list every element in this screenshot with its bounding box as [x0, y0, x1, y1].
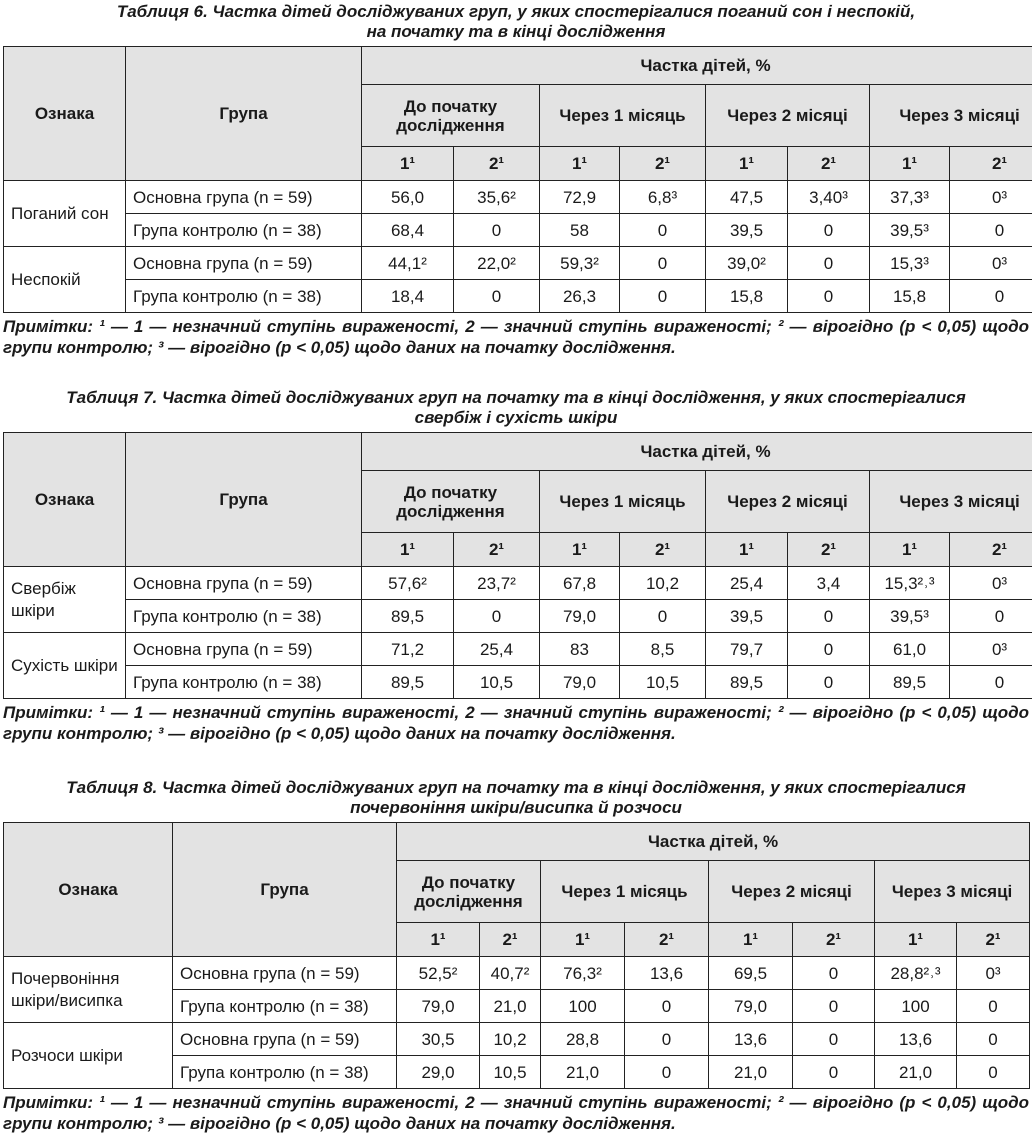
- header-sign: Ознака: [4, 823, 173, 957]
- header-degree-2: 2¹: [620, 533, 706, 567]
- value-cell: 0: [788, 280, 870, 313]
- table-8: [3, 822, 1030, 1089]
- value-cell: 21,0: [541, 1056, 625, 1089]
- header-period: Через 1 місяць: [540, 85, 706, 147]
- value-cell: 89,5: [362, 600, 454, 633]
- value-cell: 0: [454, 280, 540, 313]
- table-row: [4, 181, 1032, 214]
- value-cell: 29,0: [397, 1056, 480, 1089]
- table-row: [4, 600, 1032, 633]
- value-cell: 0: [793, 1023, 875, 1056]
- value-cell: 68,4: [362, 214, 454, 247]
- value-cell: 0: [620, 247, 706, 280]
- table-7-body: [4, 567, 1032, 699]
- value-cell: 3,40³: [788, 181, 870, 214]
- header-sign: Ознака: [4, 47, 126, 181]
- value-cell: 0: [625, 1056, 709, 1089]
- header-degree-1: 1¹: [362, 147, 454, 181]
- value-cell: 0: [620, 280, 706, 313]
- header-degree-1: 1¹: [540, 533, 620, 567]
- value-cell: 10,2: [620, 567, 706, 600]
- value-cell: 79,0: [540, 666, 620, 699]
- header-degree-2: 2¹: [788, 533, 870, 567]
- value-cell: 10,5: [480, 1056, 541, 1089]
- sign-label: Поганий сон: [4, 181, 126, 247]
- header-period: Через 3 місяці: [875, 861, 1030, 923]
- table-7: [3, 432, 1032, 699]
- sign-label: Свербіж шкіри: [4, 567, 126, 633]
- table-row: [4, 957, 1030, 990]
- group-label: Основна група (n = 59): [126, 567, 362, 600]
- table-6-block: [3, 2, 1029, 358]
- value-cell: 0: [957, 990, 1030, 1023]
- value-cell: 13,6: [875, 1023, 957, 1056]
- table-8-caption: Таблиця 8. Частка дітей досліджуваних груп на початку та в кінці дослідження, у яких спостерігалися почервоніння шкіри/висипка й розчоси: [3, 778, 1029, 818]
- value-cell: 23,7²: [454, 567, 540, 600]
- value-cell: 0: [793, 957, 875, 990]
- value-cell: 56,0: [362, 181, 454, 214]
- table-8-body: [4, 957, 1030, 1089]
- table-6: [3, 46, 1032, 313]
- group-label: Група контролю (n = 38): [126, 280, 362, 313]
- value-cell: 21,0: [709, 1056, 793, 1089]
- header-period: Через 3 місяці: [870, 85, 1032, 147]
- table-row: [4, 280, 1032, 313]
- header-degree-1: 1¹: [709, 923, 793, 957]
- header-period: Через 2 місяці: [706, 85, 870, 147]
- table-row: [4, 247, 1032, 280]
- value-cell: 40,7²: [480, 957, 541, 990]
- value-cell: 0: [950, 280, 1032, 313]
- value-cell: 76,3²: [541, 957, 625, 990]
- value-cell: 100: [875, 990, 957, 1023]
- value-cell: 59,3²: [540, 247, 620, 280]
- table-6-body: [4, 181, 1032, 313]
- value-cell: 79,0: [540, 600, 620, 633]
- header-group: Група: [173, 823, 397, 957]
- value-cell: 79,7: [706, 633, 788, 666]
- value-cell: 0³: [957, 957, 1030, 990]
- header-degree-2: 2¹: [950, 533, 1032, 567]
- value-cell: 39,5³: [870, 214, 950, 247]
- value-cell: 0: [788, 247, 870, 280]
- header-degree-2: 2¹: [480, 923, 541, 957]
- value-cell: 13,6: [709, 1023, 793, 1056]
- value-cell: 0: [793, 990, 875, 1023]
- header-degree-1: 1¹: [706, 533, 788, 567]
- table-row: [4, 567, 1032, 600]
- value-cell: 58: [540, 214, 620, 247]
- table-8-notes: Примітки: ¹ — 1 — незначний ступінь вираженості, 2 — значний ступінь вираженості; ² — вірогідно (р < 0,05) щодо групи контролю; ³ — вірогідно (р < 0,05) щодо даних на початку дослідження.: [3, 1092, 1029, 1134]
- header-degree-2: 2¹: [793, 923, 875, 957]
- table-6-notes: Примітки: ¹ — 1 — незначний ступінь вираженості, 2 — значний ступінь вираженості; ² — вірогідно (р < 0,05) щодо групи контролю; ³ — вірогідно (р < 0,05) щодо даних на початку дослідження.: [3, 316, 1029, 358]
- value-cell: 52,5²: [397, 957, 480, 990]
- value-cell: 0³: [950, 247, 1032, 280]
- group-label: Група контролю (n = 38): [173, 990, 397, 1023]
- header-share: Частка дітей, %: [362, 433, 1032, 471]
- header-degree-2: 2¹: [454, 147, 540, 181]
- header-group: Група: [126, 433, 362, 567]
- table-7-block: [3, 388, 1029, 744]
- value-cell: 0: [950, 214, 1032, 247]
- value-cell: 0: [788, 600, 870, 633]
- table-6-caption: Таблиця 6. Частка дітей досліджуваних груп, у яких спостерігалися поганий сон і неспокій, на початку та в кінці дослідження: [3, 2, 1029, 42]
- table-row: [4, 214, 1032, 247]
- value-cell: 10,5: [620, 666, 706, 699]
- value-cell: 0³: [950, 181, 1032, 214]
- header-period: Через 2 місяці: [709, 861, 875, 923]
- value-cell: 13,6: [625, 957, 709, 990]
- group-label: Група контролю (n = 38): [126, 666, 362, 699]
- value-cell: 0: [620, 214, 706, 247]
- value-cell: 0: [620, 600, 706, 633]
- header-degree-1: 1¹: [875, 923, 957, 957]
- table-7-caption: Таблиця 7. Частка дітей досліджуваних груп на початку та в кінці дослідження, у яких спостерігалися свербіж і сухість шкіри: [3, 388, 1029, 428]
- value-cell: 0: [950, 600, 1032, 633]
- value-cell: 67,8: [540, 567, 620, 600]
- value-cell: 0: [625, 990, 709, 1023]
- value-cell: 0: [625, 1023, 709, 1056]
- value-cell: 10,5: [454, 666, 540, 699]
- value-cell: 28,8: [541, 1023, 625, 1056]
- value-cell: 0: [454, 600, 540, 633]
- value-cell: 39,5: [706, 600, 788, 633]
- value-cell: 0: [957, 1056, 1030, 1089]
- header-period: До початку дослідження: [362, 471, 540, 533]
- header-period: До початку дослідження: [362, 85, 540, 147]
- header-degree-1: 1¹: [540, 147, 620, 181]
- value-cell: 8,5: [620, 633, 706, 666]
- value-cell: 0: [454, 214, 540, 247]
- value-cell: 39,5: [706, 214, 788, 247]
- header-degree-2: 2¹: [950, 147, 1032, 181]
- value-cell: 10,2: [480, 1023, 541, 1056]
- value-cell: 79,0: [709, 990, 793, 1023]
- value-cell: 0: [957, 1023, 1030, 1056]
- value-cell: 39,0²: [706, 247, 788, 280]
- value-cell: 39,5³: [870, 600, 950, 633]
- header-share: Частка дітей, %: [362, 47, 1032, 85]
- value-cell: 0: [793, 1056, 875, 1089]
- table-7-notes: Примітки: ¹ — 1 — незначний ступінь вираженості, 2 — значний ступінь вираженості; ² — вірогідно (р < 0,05) щодо групи контролю; ³ — вірогідно (р < 0,05) щодо даних на початку дослідження.: [3, 702, 1029, 744]
- value-cell: 15,3³: [870, 247, 950, 280]
- header-degree-1: 1¹: [397, 923, 480, 957]
- sign-label: Розчоси шкіри: [4, 1023, 173, 1089]
- value-cell: 69,5: [709, 957, 793, 990]
- value-cell: 89,5: [870, 666, 950, 699]
- value-cell: 15,8: [870, 280, 950, 313]
- value-cell: 89,5: [706, 666, 788, 699]
- value-cell: 44,1²: [362, 247, 454, 280]
- header-degree-2: 2¹: [957, 923, 1030, 957]
- value-cell: 0: [788, 633, 870, 666]
- header-period: Через 1 місяць: [540, 471, 706, 533]
- value-cell: 15,8: [706, 280, 788, 313]
- value-cell: 57,6²: [362, 567, 454, 600]
- header-degree-1: 1¹: [870, 533, 950, 567]
- group-label: Основна група (n = 59): [173, 957, 397, 990]
- value-cell: 35,6²: [454, 181, 540, 214]
- value-cell: 100: [541, 990, 625, 1023]
- value-cell: 37,3³: [870, 181, 950, 214]
- header-degree-2: 2¹: [625, 923, 709, 957]
- value-cell: 21,0: [875, 1056, 957, 1089]
- sign-label: Неспокій: [4, 247, 126, 313]
- value-cell: 6,8³: [620, 181, 706, 214]
- value-cell: 26,3: [540, 280, 620, 313]
- header-share: Частка дітей, %: [397, 823, 1030, 861]
- group-label: Основна група (n = 59): [126, 181, 362, 214]
- group-label: Основна група (n = 59): [126, 633, 362, 666]
- header-degree-2: 2¹: [620, 147, 706, 181]
- value-cell: 28,8²˒³: [875, 957, 957, 990]
- value-cell: 0: [788, 214, 870, 247]
- table-8-block: [3, 778, 1029, 1134]
- header-degree-1: 1¹: [870, 147, 950, 181]
- header-period: До початку дослідження: [397, 861, 541, 923]
- value-cell: 79,0: [397, 990, 480, 1023]
- group-label: Група контролю (n = 38): [173, 1056, 397, 1089]
- header-period: Через 1 місяць: [541, 861, 709, 923]
- header-degree-2: 2¹: [454, 533, 540, 567]
- value-cell: 72,9: [540, 181, 620, 214]
- value-cell: 47,5: [706, 181, 788, 214]
- header-sign: Ознака: [4, 433, 126, 567]
- value-cell: 30,5: [397, 1023, 480, 1056]
- table-row: [4, 666, 1032, 699]
- value-cell: 22,0²: [454, 247, 540, 280]
- header-degree-1: 1¹: [706, 147, 788, 181]
- header-degree-2: 2¹: [788, 147, 870, 181]
- group-label: Основна група (n = 59): [126, 247, 362, 280]
- value-cell: 0³: [950, 633, 1032, 666]
- group-label: Основна група (n = 59): [173, 1023, 397, 1056]
- header-degree-1: 1¹: [541, 923, 625, 957]
- header-period: Через 2 місяці: [706, 471, 870, 533]
- value-cell: 15,3²˒³: [870, 567, 950, 600]
- value-cell: 0: [788, 666, 870, 699]
- header-period: Через 3 місяці: [870, 471, 1032, 533]
- table-row: [4, 633, 1032, 666]
- header-degree-1: 1¹: [362, 533, 454, 567]
- value-cell: 83: [540, 633, 620, 666]
- value-cell: 89,5: [362, 666, 454, 699]
- table-row: [4, 1023, 1030, 1056]
- value-cell: 25,4: [706, 567, 788, 600]
- value-cell: 18,4: [362, 280, 454, 313]
- header-group: Група: [126, 47, 362, 181]
- value-cell: 3,4: [788, 567, 870, 600]
- sign-label: Почервоніння шкіри/висипка: [4, 957, 173, 1023]
- group-label: Група контролю (n = 38): [126, 214, 362, 247]
- value-cell: 71,2: [362, 633, 454, 666]
- value-cell: 21,0: [480, 990, 541, 1023]
- value-cell: 0: [950, 666, 1032, 699]
- value-cell: 25,4: [454, 633, 540, 666]
- value-cell: 0³: [950, 567, 1032, 600]
- group-label: Група контролю (n = 38): [126, 600, 362, 633]
- sign-label: Сухість шкіри: [4, 633, 126, 699]
- value-cell: 61,0: [870, 633, 950, 666]
